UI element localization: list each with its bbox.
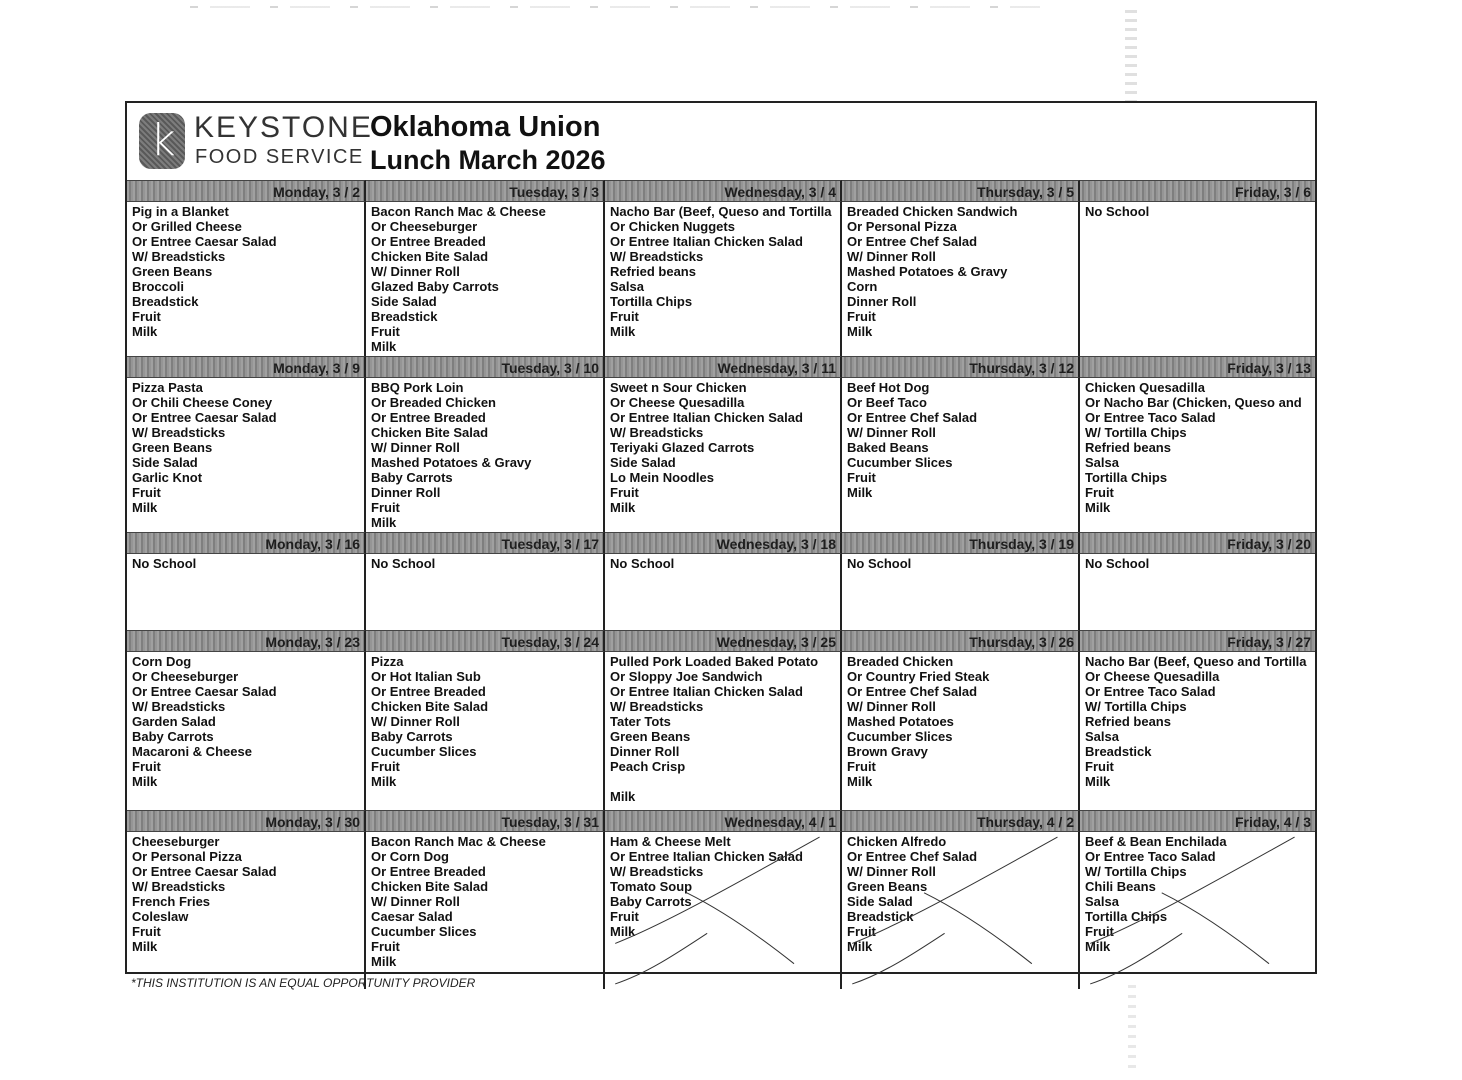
menu-item: Peach Crisp: [610, 759, 686, 774]
day-header: Wednesday, 3 / 11: [605, 356, 842, 378]
menu-item: W/ Dinner Roll: [371, 894, 460, 909]
menu-item: Nacho Bar (Beef, Queso and Tortilla: [1085, 654, 1307, 669]
menu-item: Chili Beans: [1085, 879, 1156, 894]
menu-item: Or Nacho Bar (Chicken, Queso and: [1085, 395, 1302, 410]
menu-item: Or Cheeseburger: [371, 219, 478, 234]
scan-artifact: [1128, 985, 1136, 1075]
menu-item: W/ Tortilla Chips: [1085, 425, 1187, 440]
menu-grid: [127, 180, 1315, 989]
menu-item: Or Entree Breaded: [371, 864, 486, 879]
day-menu-cell: [842, 832, 1080, 989]
menu-item: Breaded Chicken: [847, 654, 954, 669]
menu-item: Chicken Bite Salad: [371, 249, 489, 264]
footer-notice: *THIS INSTITUTION IS AN EQUAL OPPORTUNITY PROVIDER: [131, 976, 476, 990]
brand-name: KEYSTONE: [194, 111, 373, 144]
menu-item: W/ Dinner Roll: [847, 699, 936, 714]
menu-item: W/ Dinner Roll: [371, 264, 460, 279]
menu-item: Milk: [371, 774, 397, 789]
menu-item: Green Beans: [132, 264, 213, 279]
menu-item: Or Entree Caesar Salad: [132, 864, 277, 879]
menu-item: Or Chicken Nuggets: [610, 219, 735, 234]
menu-item: Chicken Alfredo: [847, 834, 947, 849]
day-header: Wednesday, 3 / 18: [605, 532, 842, 554]
menu-item: No School: [371, 556, 436, 571]
menu-item: Milk: [371, 339, 397, 354]
day-header: Friday, 3 / 6: [1080, 180, 1315, 202]
menu-item: Baby Carrots: [371, 470, 453, 485]
menu-item: Fruit: [132, 485, 161, 500]
day-header: Thursday, 3 / 5: [842, 180, 1080, 202]
menu-item: Or Entree Italian Chicken Salad: [610, 684, 803, 699]
menu-item: Breadstick: [371, 309, 438, 324]
menu-item: W/ Dinner Roll: [847, 249, 936, 264]
menu-item: Milk: [610, 789, 636, 804]
menu-item: Or Personal Pizza: [847, 219, 957, 234]
menu-item: Fruit: [1085, 924, 1114, 939]
menu-item: W/ Dinner Roll: [847, 864, 936, 879]
day-menu-cell: [366, 554, 605, 630]
menu-item: Or Personal Pizza: [132, 849, 242, 864]
menu-item: W/ Breadsticks: [610, 699, 704, 714]
menu-item: Fruit: [847, 924, 876, 939]
day-menu-cell: [366, 378, 605, 532]
day-header: Tuesday, 3 / 17: [366, 532, 605, 554]
menu-item: Milk: [847, 774, 873, 789]
menu-item: Sweet n Sour Chicken: [610, 380, 747, 395]
menu-item: Fruit: [610, 909, 639, 924]
lunch-menu-calendar: [125, 101, 1317, 974]
menu-item: Or Entree Chef Salad: [847, 684, 978, 699]
menu-item: Or Country Fried Steak: [847, 669, 990, 684]
day-header: Thursday, 3 / 19: [842, 532, 1080, 554]
menu-item: Ham & Cheese Melt: [610, 834, 731, 849]
menu-item: Tomato Soup: [610, 879, 693, 894]
menu-item: W/ Tortilla Chips: [1085, 864, 1187, 879]
menu-item: Coleslaw: [132, 909, 189, 924]
day-header: Friday, 3 / 27: [1080, 630, 1315, 652]
menu-item: W/ Breadsticks: [132, 425, 226, 440]
menu-item: Tortilla Chips: [1085, 909, 1168, 924]
scan-artifact: [190, 6, 1040, 8]
menu-item: No School: [132, 556, 197, 571]
menu-item: Breadstick: [847, 909, 914, 924]
menu-item: Side Salad: [610, 455, 676, 470]
menu-item: Milk: [610, 500, 636, 515]
menu-item: Fruit: [1085, 759, 1114, 774]
menu-item: Salsa: [610, 279, 644, 294]
day-header: Friday, 3 / 13: [1080, 356, 1315, 378]
menu-item: W/ Dinner Roll: [371, 440, 460, 455]
menu-item: Breaded Chicken Sandwich: [847, 204, 1018, 219]
menu-item: Breadstick: [132, 294, 199, 309]
menu-item: Chicken Bite Salad: [371, 425, 489, 440]
day-header: Monday, 3 / 23: [127, 630, 366, 652]
menu-item: Cucumber Slices: [371, 924, 477, 939]
day-menu-cell: [366, 202, 605, 356]
day-menu-cell: [842, 202, 1080, 356]
menu-item: Fruit: [847, 309, 876, 324]
brand-subtitle: FOOD SERVICE: [195, 146, 364, 168]
day-menu-cell: [366, 832, 605, 989]
menu-item: Green Beans: [132, 440, 213, 455]
menu-item: Salsa: [1085, 729, 1119, 744]
menu-item: Milk: [1085, 500, 1111, 515]
menu-item: W/ Breadsticks: [132, 699, 226, 714]
menu-item: Or Corn Dog: [371, 849, 449, 864]
menu-item: Side Salad: [847, 894, 913, 909]
menu-item: Fruit: [610, 485, 639, 500]
menu-item: Pizza Pasta: [132, 380, 203, 395]
day-menu-cell: [842, 554, 1080, 630]
menu-item: Fruit: [132, 924, 161, 939]
menu-item: Bacon Ranch Mac & Cheese: [371, 834, 546, 849]
day-header: Wednesday, 3 / 25: [605, 630, 842, 652]
menu-item: Milk: [132, 500, 158, 515]
menu-item: Salsa: [1085, 894, 1119, 909]
menu-item: Baby Carrots: [371, 729, 453, 744]
menu-item: Glazed Baby Carrots: [371, 279, 499, 294]
menu-item: Fruit: [371, 939, 400, 954]
menu-item: Or Entree Taco Salad: [1085, 410, 1216, 425]
menu-item: Or Entree Taco Salad: [1085, 849, 1216, 864]
menu-item: Fruit: [132, 759, 161, 774]
menu-item: Pulled Pork Loaded Baked Potato: [610, 654, 819, 669]
day-menu-cell: [842, 652, 1080, 810]
menu-item: Side Salad: [371, 294, 437, 309]
menu-item: BBQ Pork Loin: [371, 380, 464, 395]
day-header: Tuesday, 3 / 31: [366, 810, 605, 832]
day-menu-cell: [127, 202, 366, 356]
school-name: Oklahoma Union: [370, 111, 601, 143]
day-header: Monday, 3 / 9: [127, 356, 366, 378]
day-menu-cell: [1080, 554, 1315, 630]
menu-item: Caesar Salad: [371, 909, 453, 924]
menu-item: Chicken Bite Salad: [371, 879, 489, 894]
menu-item: Or Entree Italian Chicken Salad: [610, 849, 803, 864]
menu-item: Or Entree Breaded: [371, 410, 486, 425]
menu-item: Or Entree Caesar Salad: [132, 684, 277, 699]
menu-item: Milk: [610, 924, 636, 939]
menu-item: Green Beans: [610, 729, 691, 744]
menu-item: Fruit: [847, 470, 876, 485]
day-header: Thursday, 3 / 26: [842, 630, 1080, 652]
menu-item: Or Entree Taco Salad: [1085, 684, 1216, 699]
menu-item: Milk: [610, 324, 636, 339]
menu-item: Milk: [847, 324, 873, 339]
menu-item: Pizza: [371, 654, 404, 669]
menu-item: Fruit: [371, 324, 400, 339]
menu-item: Or Breaded Chicken: [371, 395, 496, 410]
menu-item: French Fries: [132, 894, 211, 909]
menu-item: Refried beans: [1085, 440, 1171, 455]
day-menu-cell: [1080, 202, 1315, 356]
menu-item: Cucumber Slices: [847, 729, 953, 744]
menu-item: Chicken Bite Salad: [371, 699, 489, 714]
menu-item: Fruit: [847, 759, 876, 774]
day-header: Monday, 3 / 2: [127, 180, 366, 202]
menu-item: Milk: [1085, 939, 1111, 954]
day-header: Monday, 3 / 30: [127, 810, 366, 832]
menu-item: Refried beans: [610, 264, 696, 279]
menu-item: Or Cheese Quesadilla: [1085, 669, 1220, 684]
menu-item: W/ Dinner Roll: [847, 425, 936, 440]
menu-item: W/ Breadsticks: [132, 249, 226, 264]
menu-item: Or Entree Chef Salad: [847, 849, 978, 864]
menu-item: Green Beans: [847, 879, 928, 894]
menu-item: Milk: [132, 774, 158, 789]
day-menu-cell: [605, 378, 842, 532]
day-header: Tuesday, 3 / 10: [366, 356, 605, 378]
menu-item: Mashed Potatoes: [847, 714, 954, 729]
menu-item: Or Chili Cheese Coney: [132, 395, 273, 410]
menu-item: Or Entree Caesar Salad: [132, 234, 277, 249]
day-menu-cell: [127, 554, 366, 630]
day-header: Wednesday, 3 / 4: [605, 180, 842, 202]
day-menu-cell: [1080, 378, 1315, 532]
menu-item: Milk: [132, 324, 158, 339]
menu-item: Or Entree Italian Chicken Salad: [610, 234, 803, 249]
menu-item: Lo Mein Noodles: [610, 470, 714, 485]
menu-item: Milk: [371, 954, 397, 969]
menu-item: Or Entree Caesar Salad: [132, 410, 277, 425]
menu-header: [127, 103, 1315, 180]
menu-item: W/ Breadsticks: [610, 249, 704, 264]
menu-item: Cucumber Slices: [847, 455, 953, 470]
menu-item: W/ Breadsticks: [610, 864, 704, 879]
menu-item: Fruit: [610, 309, 639, 324]
day-menu-cell: [605, 202, 842, 356]
day-menu-cell: [1080, 652, 1315, 810]
menu-item: Or Grilled Cheese: [132, 219, 242, 234]
menu-item: Tater Tots: [610, 714, 671, 729]
menu-item: Baby Carrots: [610, 894, 692, 909]
menu-item: Or Entree Breaded: [371, 234, 486, 249]
day-menu-cell: [127, 652, 366, 810]
menu-item: Teriyaki Glazed Carrots: [610, 440, 755, 455]
menu-item: No School: [1085, 556, 1150, 571]
day-header: Thursday, 3 / 12: [842, 356, 1080, 378]
menu-item: Milk: [847, 485, 873, 500]
day-menu-cell: [1080, 832, 1315, 989]
menu-item: Or Entree Breaded: [371, 684, 486, 699]
menu-item: Cheeseburger: [132, 834, 220, 849]
menu-item: Or Sloppy Joe Sandwich: [610, 669, 763, 684]
menu-item: Or Cheeseburger: [132, 669, 239, 684]
menu-item: Milk: [371, 515, 397, 530]
menu-item: No School: [847, 556, 912, 571]
menu-item: Mashed Potatoes & Gravy: [847, 264, 1008, 279]
menu-item: Corn Dog: [132, 654, 192, 669]
menu-item: Fruit: [1085, 485, 1114, 500]
day-menu-cell: [127, 832, 366, 989]
menu-item: Milk: [847, 939, 873, 954]
menu-item: W/ Tortilla Chips: [1085, 699, 1187, 714]
menu-item: Bacon Ranch Mac & Cheese: [371, 204, 546, 219]
menu-item: Tortilla Chips: [610, 294, 693, 309]
menu-item: Broccoli: [132, 279, 185, 294]
menu-item: Garden Salad: [132, 714, 216, 729]
menu-item: Mashed Potatoes & Gravy: [371, 455, 532, 470]
day-menu-cell: [127, 378, 366, 532]
menu-item: Cucumber Slices: [371, 744, 477, 759]
day-header: Thursday, 4 / 2: [842, 810, 1080, 832]
menu-item: Dinner Roll: [610, 744, 680, 759]
menu-item: Fruit: [371, 759, 400, 774]
day-menu-cell: [605, 652, 842, 810]
menu-item: W/ Dinner Roll: [371, 714, 460, 729]
menu-item: Salsa: [1085, 455, 1119, 470]
menu-item: Or Beef Taco: [847, 395, 927, 410]
menu-item: W/ Breadsticks: [132, 879, 226, 894]
menu-item: Milk: [132, 939, 158, 954]
menu-item: Fruit: [132, 309, 161, 324]
logo-letter: k: [150, 115, 176, 166]
menu-item: Or Entree Chef Salad: [847, 410, 978, 425]
menu-item: Baked Beans: [847, 440, 929, 455]
menu-item: Fruit: [371, 500, 400, 515]
day-header: Wednesday, 4 / 1: [605, 810, 842, 832]
menu-item: Beef Hot Dog: [847, 380, 930, 395]
day-menu-cell: [605, 832, 842, 989]
menu-item: Macaroni & Cheese: [132, 744, 252, 759]
menu-item: Corn: [847, 279, 878, 294]
menu-item: Dinner Roll: [371, 485, 441, 500]
day-header: Tuesday, 3 / 24: [366, 630, 605, 652]
menu-item: Pig in a Blanket: [132, 204, 229, 219]
menu-title: Lunch March 2026: [370, 145, 606, 175]
menu-item: Or Cheese Quesadilla: [610, 395, 745, 410]
menu-item: W/ Breadsticks: [610, 425, 704, 440]
menu-item: No School: [1085, 204, 1150, 219]
menu-item: Or Hot Italian Sub: [371, 669, 481, 684]
menu-item: Milk: [1085, 774, 1111, 789]
menu-item: Baby Carrots: [132, 729, 214, 744]
menu-item: No School: [610, 556, 675, 571]
keystone-k-logo-icon: [139, 113, 185, 169]
day-menu-cell: [605, 554, 842, 630]
day-header: Friday, 3 / 20: [1080, 532, 1315, 554]
menu-item: Dinner Roll: [847, 294, 917, 309]
menu-item: Garlic Knot: [132, 470, 203, 485]
menu-item: Tortilla Chips: [1085, 470, 1168, 485]
menu-item: Chicken Quesadilla: [1085, 380, 1205, 395]
menu-item: Breadstick: [1085, 744, 1152, 759]
menu-item: Side Salad: [132, 455, 198, 470]
day-header: Friday, 4 / 3: [1080, 810, 1315, 832]
menu-item: Or Entree Italian Chicken Salad: [610, 410, 803, 425]
day-header: Tuesday, 3 / 3: [366, 180, 605, 202]
menu-item: Refried beans: [1085, 714, 1171, 729]
menu-item: Or Entree Chef Salad: [847, 234, 978, 249]
menu-item: Brown Gravy: [847, 744, 928, 759]
day-menu-cell: [366, 652, 605, 810]
day-menu-cell: [842, 378, 1080, 532]
day-header: Monday, 3 / 16: [127, 532, 366, 554]
menu-item: Beef & Bean Enchilada: [1085, 834, 1227, 849]
menu-item: Nacho Bar (Beef, Queso and Tortilla: [610, 204, 832, 219]
